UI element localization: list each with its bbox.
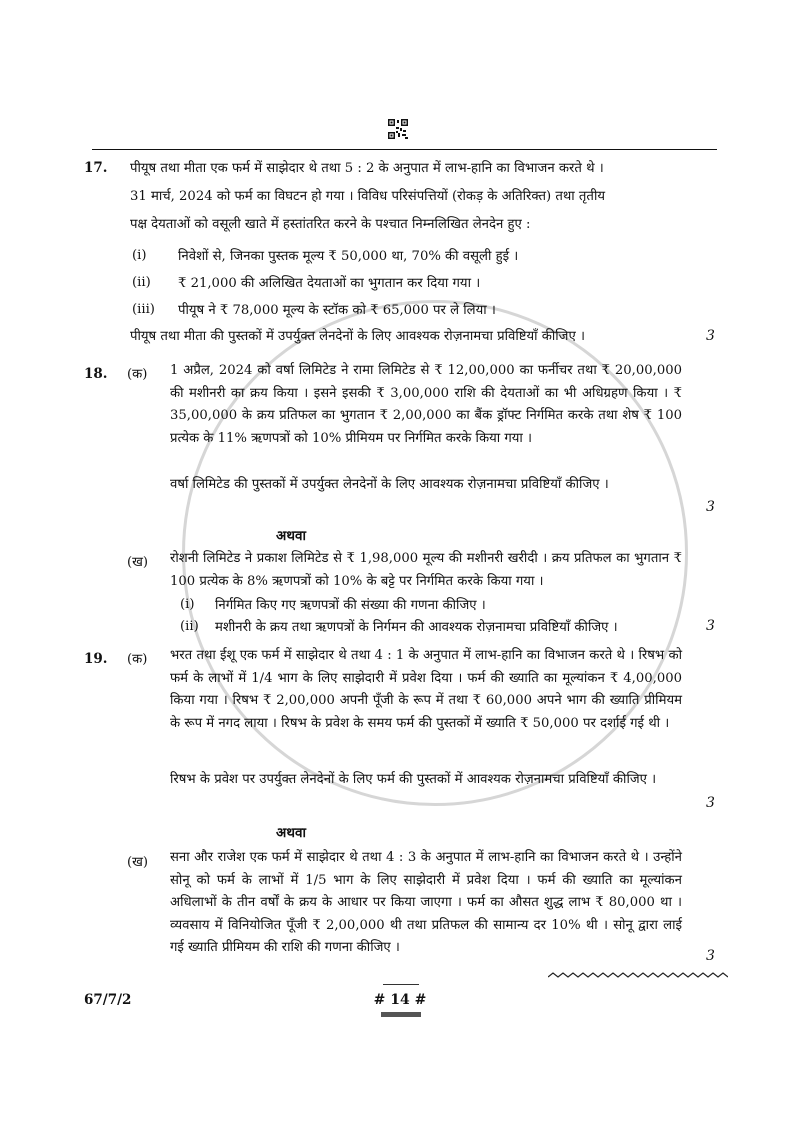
item-text: मशीनरी के क्रय तथा ऋणपत्रों के निर्गमन की आवश्यक रोज़नामचा प्रविष्टियाँ कीजिए । bbox=[215, 620, 618, 635]
item-number: (ii) bbox=[180, 619, 199, 634]
paper-code: 67/7/2 bbox=[84, 992, 132, 1008]
marks: 3 bbox=[706, 948, 715, 964]
wavy-line-icon bbox=[548, 972, 728, 982]
footer-bar bbox=[381, 1012, 421, 1017]
sub-label: (क) bbox=[127, 367, 148, 382]
item-text: निवेशों से, जिनका पुस्तक मूल्य ₹ 50,000 था, 70% की वसूली हुई । bbox=[178, 249, 519, 264]
q19-a-closing: रिषभ के प्रवेश पर उपर्युक्त लेनदेनों के लिए फर्म की पुस्तकों में आवश्यक रोज़नामचा प्रविष्टियाँ कीजिए । bbox=[170, 772, 657, 787]
item-number: (iii) bbox=[132, 302, 155, 317]
item-number: (i) bbox=[180, 597, 195, 612]
q18-a-text: 1 अप्रैल, 2024 को वर्षा लिमिटेड ने रामा लिमिटेड से ₹ 12,00,000 का फर्नीचर तथा ₹ 20,00,000 की मशीनरी का क्रय किया । इसने इसकी ₹ 3,00,000 राशि की देयताओं का भी अधिग्रहण किया । ₹ 35,00,000 के क्रय प्रतिफल का भुगतान ₹ 2,00,000 का बैंक ड्रॉफ्ट निर्गमित करके तथा शेष ₹ 100 प्रत्येक के 11% ऋणपत्रों को 10% प्रीमियम पर निर्गमित करके किया गया । bbox=[170, 363, 682, 446]
q17-closing: पीयूष तथा मीता की पुस्तकों में उपर्युक्त लेनदेनों के लिए आवश्यक रोज़नामचा प्रविष्टियाँ कीजिए । bbox=[130, 329, 585, 344]
q18-a-closing: वर्षा लिमिटेड की पुस्तकों में उपर्युक्त लेनदेनों के लिए आवश्यक रोज़नामचा प्रविष्टियाँ कीजिए । bbox=[170, 477, 609, 492]
footer-divider bbox=[383, 984, 419, 985]
q17-line-2: 31 मार्च, 2024 को फर्म का विघटन हो गया । विविध परिसंपत्तियों (रोकड़ के अतिरिक्त) तथा तृतीय bbox=[130, 189, 606, 204]
marks: 3 bbox=[706, 499, 715, 515]
header-rule bbox=[92, 149, 717, 150]
question-number: 19. bbox=[84, 651, 108, 667]
item-text: पीयूष ने ₹ 78,000 मूल्य के स्टॉक को ₹ 65,000 पर ले लिया । bbox=[178, 303, 496, 318]
item-text: निर्गमित किए गए ऋणपत्रों की संख्या की गणना कीजिए । bbox=[215, 598, 486, 613]
marks: 3 bbox=[706, 328, 715, 344]
sub-label: (क) bbox=[127, 652, 148, 667]
marks: 3 bbox=[706, 618, 715, 634]
q19-b-text: सना और राजेश एक फर्म में साझेदार थे तथा 4 : 3 के अनुपात में लाभ-हानि का विभाजन करते थे । उन्होंने सोनू को फर्म के लाभों में 1/5 भाग के लिए साझेदारी में प्रवेश दिया । फर्म की ख्याति का मूल्यांकन अधिलाभों के तीन वर्षों के क्रय के आधार पर किया जाएगा । फर्म का औसत शुद्ध लाभ ₹ 80,000 था । व्यवसाय में विनियोजित पूँजी ₹ 2,00,000 थी तथा प्रतिफल की सामान्य दर 10% थी । सोनू द्वारा लाई गई ख्याति प्रीमियम की राशि की गणना कीजिए । bbox=[170, 850, 682, 955]
qr-code-icon bbox=[387, 118, 409, 140]
marks: 3 bbox=[706, 795, 715, 811]
q19-a-text: भरत तथा ईशू एक फर्म में साझेदार थे तथा 4 : 1 के अनुपात में लाभ-हानि का विभाजन करते थे । रिषभ को फर्म के लाभों में 1/4 भाग के लिए साझेदारी में प्रवेश दिया । फर्म की ख्याति का मूल्यांकन ₹ 4,00,000 किया गया । रिषभ ₹ 2,00,000 अपनी पूँजी के रूप में तथा ₹ 60,000 अपने भाग की ख्याति प्रीमियम के रूप में नगद लाया । रिषभ के प्रवेश के समय फर्म की पुस्तकों में ख्याति ₹ 50,000 पर दर्शाई गई थी । bbox=[170, 648, 682, 731]
sub-label: (ख) bbox=[127, 555, 149, 570]
page-number: # 14 # bbox=[373, 992, 427, 1008]
or-label: अथवा bbox=[276, 825, 306, 841]
question-number: 17. bbox=[84, 160, 108, 176]
item-number: (i) bbox=[132, 248, 147, 263]
item-number: (ii) bbox=[132, 275, 151, 290]
q17-line-3: पक्ष देयताओं को वसूली खाते में हस्तांतरित करने के पश्चात निम्नलिखित लेनदेन हुए : bbox=[130, 217, 531, 232]
q18-b-text: रोशनी लिमिटेड ने प्रकाश लिमिटेड से ₹ 1,98,000 मूल्य की मशीनरी खरीदी । क्रय प्रतिफल का भुगतान ₹ 100 प्रत्येक के 8% ऋणपत्रों को 10% के बट्टे पर निर्गमित करके किया गया । bbox=[170, 551, 682, 589]
item-text: ₹ 21,000 की अलिखित देयताओं का भुगतान कर दिया गया । bbox=[178, 276, 481, 291]
q17-line-1: पीयूष तथा मीता एक फर्म में साझेदार थे तथा 5 : 2 के अनुपात में लाभ-हानि का विभाजन करते थे । bbox=[130, 161, 604, 176]
or-label: अथवा bbox=[276, 528, 306, 544]
sub-label: (ख) bbox=[127, 855, 149, 870]
question-number: 18. bbox=[84, 366, 108, 382]
